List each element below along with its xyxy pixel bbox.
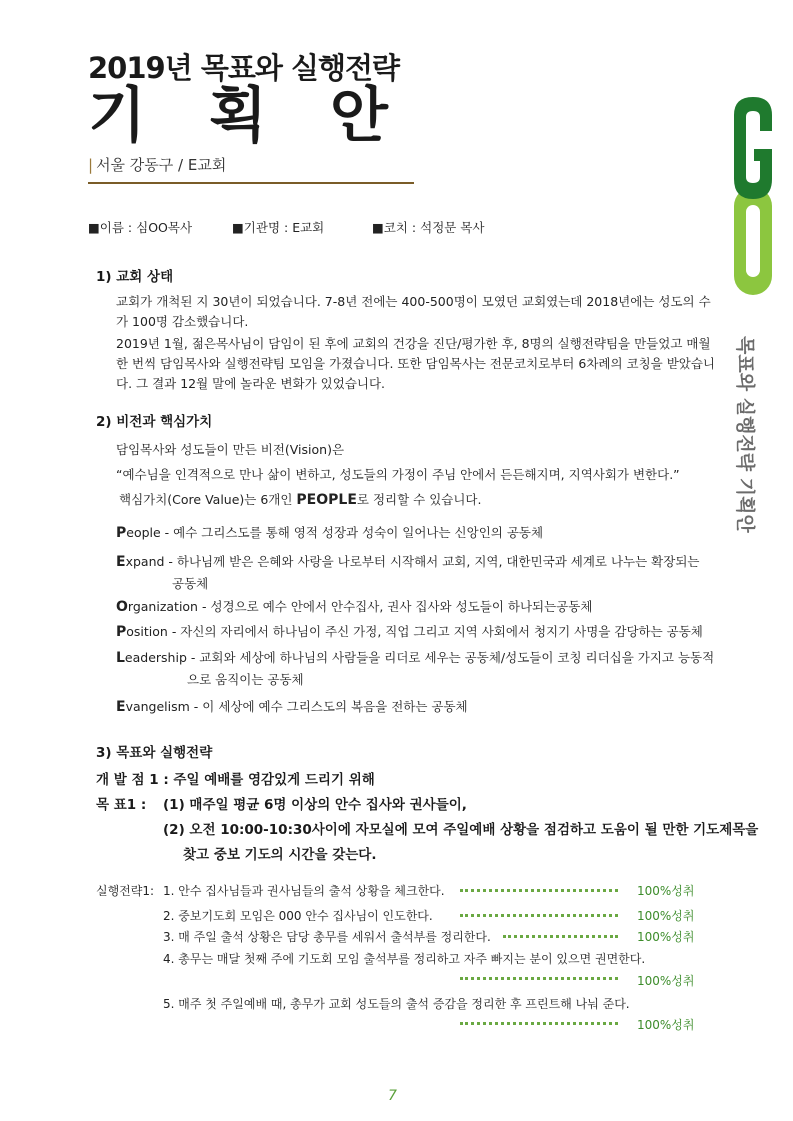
leader-dots bbox=[460, 977, 618, 980]
leader-dots bbox=[460, 914, 618, 917]
value-item bbox=[116, 552, 699, 570]
core-value-prefix: 핵심가치(Core Value)는 6개인 bbox=[119, 492, 297, 507]
value-initial: P bbox=[116, 624, 127, 640]
strategy-item: 4. 총무는 매달 첫째 주에 기도회 모임 출석부를 정리하고 자주 빠지는 분이 있으면 권면한다. bbox=[163, 952, 646, 966]
paragraph: 교회가 개척된 지 30년이 되었습니다. 7-8년 전에는 400-500명이 모였던 교회였는데 2018년에는 성도의 수가 100명 감소했습니다. bbox=[116, 294, 711, 329]
value-initial: O bbox=[116, 599, 128, 615]
section-heading: 3) 목표와 실행전략 bbox=[96, 745, 213, 761]
core-value-suffix: 로 정리할 수 있습니다. bbox=[356, 492, 482, 507]
page-title: 2019년 목표와 실행전략 bbox=[88, 51, 400, 85]
header-divider bbox=[88, 182, 414, 184]
goal-line: (1) 매주일 평균 6명 이상의 안수 집사와 권사들이, bbox=[163, 797, 467, 813]
strategy-item: 1. 안수 집사님들과 권사님들의 출석 상황을 체크한다. bbox=[163, 884, 445, 898]
vision-intro: 담임목사와 성도들이 만든 비전(Vision)은 bbox=[116, 442, 345, 457]
big-title-char: 획 bbox=[209, 81, 267, 151]
result-label: 100%성취 bbox=[637, 1018, 695, 1032]
leader-dots bbox=[503, 935, 618, 938]
value-initial: L bbox=[116, 650, 125, 666]
section-heading: 2) 비전과 핵심가치 bbox=[96, 414, 213, 430]
big-title-char: 안 bbox=[330, 81, 388, 151]
development-point: 개 발 점 1 : 주일 예배를 영감있게 드리기 위해 bbox=[96, 772, 375, 788]
goal-line: 찾고 중보 기도의 시간을 갖는다. bbox=[183, 847, 377, 863]
value-initial: E bbox=[116, 699, 126, 715]
result-label: 100%성취 bbox=[637, 884, 695, 898]
value-item bbox=[116, 622, 703, 640]
strategy-label: 실행전략1: bbox=[96, 884, 155, 898]
value-item bbox=[116, 523, 543, 541]
core-value-people: PEOPLE bbox=[296, 492, 357, 508]
value-text: xpand - 하나님께 받은 은혜와 사랑을 나로부터 시작해서 교회, 지역, 대한민국과 세계로 나누는 확장되는 bbox=[125, 554, 700, 569]
info-name: ■이름 : 심OO목사 bbox=[88, 220, 193, 235]
vertical-title-text: 목표와 실행전략 기획안 bbox=[734, 336, 756, 533]
paragraph: 2019년 1월, 젊은목사님이 담임이 된 후에 교회의 건강을 진단/평가한 후, 8명의 실행전략팀을 만들었고 매월 한 번씩 담임목사와 실행전략팀 모임을 가졌습니다. 또한 담임목사는 전문코치로부터 6차례의 코칭을 받았습니다. 그 결과 12월 말에 놀라운 변화가 있었습니다. bbox=[116, 336, 716, 391]
goal-label: 목 표1 : bbox=[96, 797, 147, 813]
value-continuation: 공동체 bbox=[172, 576, 209, 591]
value-text: osition - 자신의 자리에서 하나님이 주신 가정, 직업 그리고 지역 사회에서 청지기 사명을 감당하는 공동체 bbox=[126, 624, 703, 639]
result-label: 100%성취 bbox=[637, 974, 695, 988]
strategy-item: 3. 매 주일 출석 상황은 담당 총무를 세워서 출석부를 정리한다. bbox=[163, 930, 491, 944]
value-text: eople - 예수 그리스도를 통해 영적 성장과 성숙이 일어나는 신앙인의 공동체 bbox=[126, 525, 544, 540]
value-text: vangelism - 이 세상에 예수 그리스도의 복음을 전하는 공동체 bbox=[125, 699, 468, 714]
subtitle-text: 서울 강동구 / E교회 bbox=[96, 156, 227, 174]
page-number: 7 bbox=[388, 1088, 397, 1104]
value-initial: E bbox=[116, 554, 126, 570]
strategy-item: 2. 중보기도회 모임은 000 안수 집사님이 인도한다. bbox=[163, 909, 433, 923]
goal-line: (2) 오전 10:00-10:30사이에 자모실에 모여 주일예배 상황을 점검하고 도움이 될 만한 기도제목을 bbox=[163, 822, 759, 838]
info-org: ■기관명 : E교회 bbox=[232, 220, 325, 235]
value-continuation: 으로 움직이는 공동체 bbox=[187, 672, 304, 687]
value-item bbox=[116, 648, 714, 666]
subtitle-bar: | bbox=[88, 156, 94, 174]
result-label: 100%성취 bbox=[637, 930, 695, 944]
big-title-char: 기 bbox=[88, 81, 146, 151]
strategy-item: 5. 매주 첫 주일예배 때, 총무가 교회 성도들의 출석 증감을 정리한 후 프린트해 나눠 준다. bbox=[163, 997, 630, 1011]
value-initial: P bbox=[116, 525, 127, 541]
result-label: 100%성취 bbox=[637, 909, 695, 923]
vision-statement: “예수님을 인격적으로 만나 삶이 변하고, 성도들의 가정이 주님 안에서 든든해지며, 지역사회가 변한다.” bbox=[116, 467, 680, 482]
section-heading: 1) 교회 상태 bbox=[96, 269, 174, 285]
go-logo-icon bbox=[732, 95, 774, 300]
leader-dots bbox=[460, 1022, 618, 1025]
value-item bbox=[116, 697, 468, 715]
leader-dots bbox=[460, 889, 618, 892]
core-value-line bbox=[119, 490, 481, 508]
subtitle bbox=[88, 154, 226, 175]
value-text: eadership - 교회와 세상에 하나님의 사람들을 리더로 세우는 공동체/성도들이 코칭 리더십을 가지고 능동적 bbox=[124, 650, 715, 665]
info-coach: ■코치 : 석정문 목사 bbox=[372, 220, 485, 235]
big-title bbox=[88, 81, 388, 151]
value-item bbox=[116, 597, 592, 615]
vertical-side-title bbox=[731, 336, 763, 566]
value-text: rganization - 성경으로 예수 안에서 안수집사, 권사 집사와 성도들이 하나되는공동체 bbox=[127, 599, 593, 614]
